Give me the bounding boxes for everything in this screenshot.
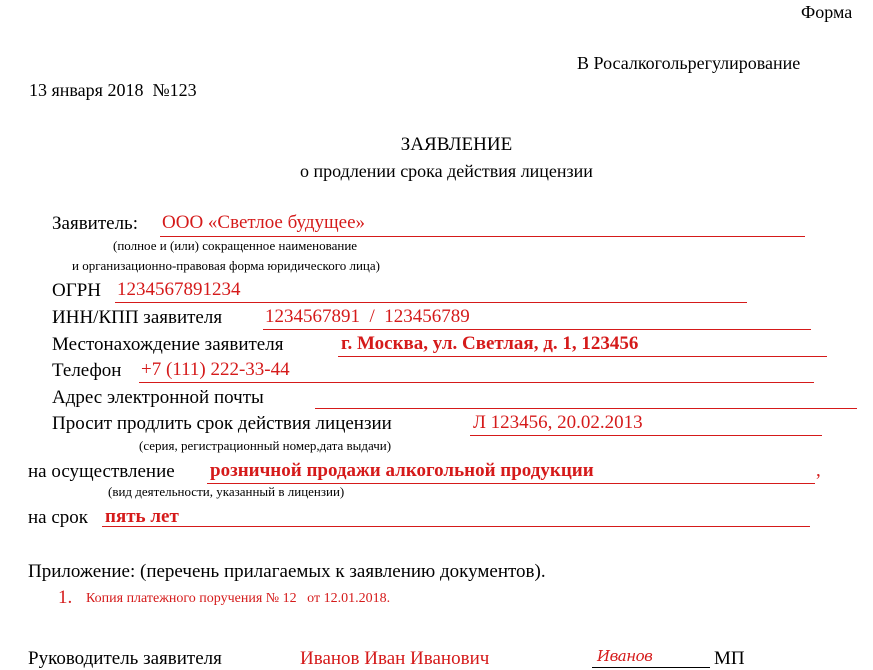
location-value: г. Москва, ул. Светлая, д. 1, 123456 (341, 333, 639, 354)
signer-name: Иванов Иван Иванович (300, 648, 490, 669)
location-label: Местонахождение заявителя (52, 334, 284, 355)
license-hint: (серия, регистрационный номер,дата выдачи) (139, 438, 392, 453)
addressee: В Росалкогольрегулирование (577, 53, 801, 73)
inn-kpp-underline (263, 329, 811, 330)
email-underline (315, 408, 857, 409)
license-underline (470, 435, 822, 436)
activity-value: розничной продажи алкогольной продукции (210, 460, 594, 481)
applicant-hint-2: и организационно-правовая форма юридического лица) (72, 258, 380, 273)
stamp-label: МП (714, 648, 745, 669)
document-title: ЗАЯВЛЕНИЕ (400, 134, 513, 155)
signature: Иванов (597, 647, 653, 665)
ogrn-underline (115, 302, 747, 303)
ogrn-label: ОГРН (52, 280, 101, 301)
phone-value: +7 (111) 222-33-44 (141, 359, 290, 380)
document-date-number (29, 80, 197, 101)
license-value: Л 123456, 20.02.2013 (473, 412, 643, 433)
ogrn-value: 1234567891234 (117, 279, 241, 300)
activity-label: на осуществление (28, 461, 175, 482)
document-number: №123 (152, 80, 197, 100)
term-underline (102, 526, 810, 527)
applicant-underline (160, 236, 805, 237)
attachments-label: Приложение: (перечень прилагаемых к заявлению документов). (28, 561, 546, 582)
applicant-hint-1: (полное и (или) сокращенное наименование (113, 238, 358, 253)
location-underline (338, 356, 827, 357)
term-value: пять лет (105, 506, 179, 527)
applicant-value: ООО «Светлое будущее» (162, 212, 366, 233)
term-label: на срок (28, 507, 89, 528)
activity-hint: (вид деятельности, указанный в лицензии) (108, 484, 345, 499)
inn-kpp-value: 1234567891 / 123456789 (265, 306, 470, 327)
inn-kpp-label: ИНН/КПП заявителя (52, 307, 223, 328)
signature-line (592, 667, 710, 668)
attachment-item-text: Копия платежного поручения № 12 от 12.01.2018. (86, 591, 391, 606)
activity-trailing-comma: , (816, 460, 821, 481)
applicant-label: Заявитель: (52, 213, 138, 234)
phone-label: Телефон (52, 360, 122, 381)
phone-underline (139, 382, 814, 383)
document-subtitle: о продлении срока действия лицензии (300, 161, 593, 181)
document-date: 13 января 2018 (29, 80, 144, 100)
form-label: Форма (801, 2, 853, 22)
signer-label: Руководитель заявителя (28, 648, 222, 669)
email-label: Адрес электронной почты (52, 387, 264, 408)
license-label: Просит продлить срок действия лицензии (52, 413, 392, 434)
attachment-item-number: 1. (58, 587, 73, 608)
